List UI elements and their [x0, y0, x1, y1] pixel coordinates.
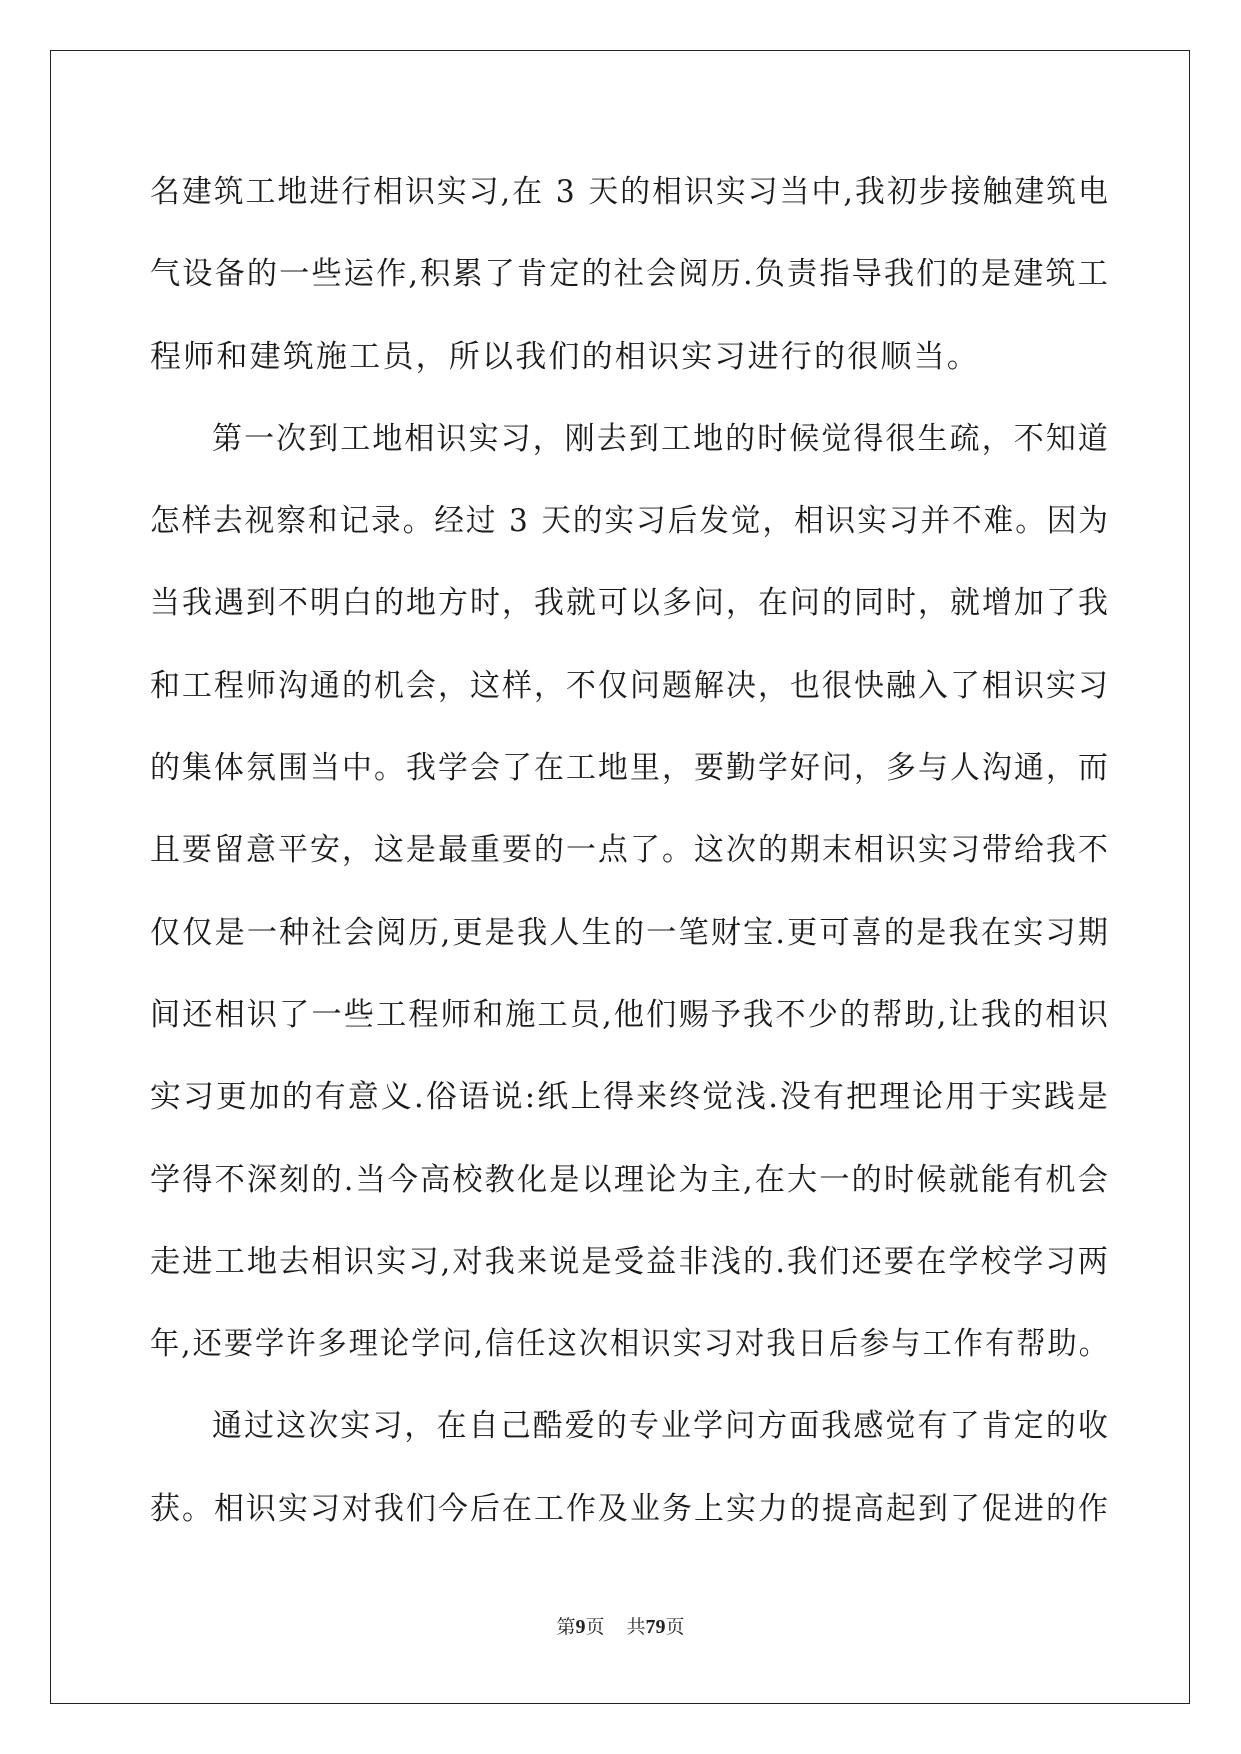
- text-line: 走进工地去相识实习,对我来说是受益非浅的.我们还要在学校学习两: [150, 1243, 1110, 1280]
- footer-page-suffix: 页: [585, 1616, 605, 1638]
- text-line: 气设备的一些运作,积累了肯定的社会阅历.负责指导我们的是建筑工: [150, 256, 1110, 293]
- footer-page-number: 9: [575, 1616, 586, 1638]
- text-line: 第一次到工地相识实习，刚去到工地的时候觉得很生疏，不知道: [212, 420, 1110, 457]
- document-body: [150, 162, 1110, 1561]
- footer-total-prefix: 共: [626, 1616, 646, 1638]
- text-line: 年,还要学许多理论学问,信任这次相识实习对我日后参与工作有帮助。: [150, 1326, 1110, 1363]
- text-line: 获。相识实习对我们今后在工作及业务上实力的提高起到了促进的作: [150, 1490, 1110, 1527]
- page-footer: [0, 1612, 1241, 1639]
- text-line: 名建筑工地进行相识实习,在 3 天的相识实习当中,我初步接触建筑电: [150, 174, 1110, 210]
- text-line: 当我遇到不明白的地方时，我就可以多问，在问的同时，就增加了我: [150, 585, 1110, 622]
- footer-total-suffix: 页: [665, 1616, 685, 1638]
- text-line: 学得不深刻的.当今高校教化是以理论为主,在大一的时候就能有机会: [150, 1161, 1110, 1198]
- text-line: 怎样去视察和记录。经过 3 天的实习后发觉，相识实习并不难。因为: [150, 503, 1110, 540]
- text-line: 和工程师沟通的机会，这样，不仅问题解决，也很快融入了相识实习: [150, 667, 1110, 704]
- text-line: 程师和建筑施工员，所以我们的相识实习进行的很顺当。: [150, 338, 980, 375]
- text-line: 且要留意平安，这是最重要的一点了。这次的期末相识实习带给我不: [150, 832, 1110, 869]
- text-line: 通过这次实习，在自己酷爱的专业学问方面我感觉有了肯定的收: [212, 1408, 1110, 1445]
- text-line: 实习更加的有意义.俗语说:纸上得来终觉浅.没有把理论用于实践是: [150, 1079, 1110, 1116]
- text-line: 的集体氛围当中。我学会了在工地里，要勤学好问，多与人沟通，而: [150, 750, 1110, 787]
- text-line: 仅仅是一种社会阅历,更是我人生的一笔财宝.更可喜的是我在实习期: [150, 914, 1110, 951]
- footer-page-prefix: 第: [556, 1616, 576, 1638]
- footer-total-pages: 79: [645, 1616, 666, 1638]
- text-line: 间还相识了一些工程师和施工员,他们赐予我不少的帮助,让我的相识: [150, 996, 1110, 1033]
